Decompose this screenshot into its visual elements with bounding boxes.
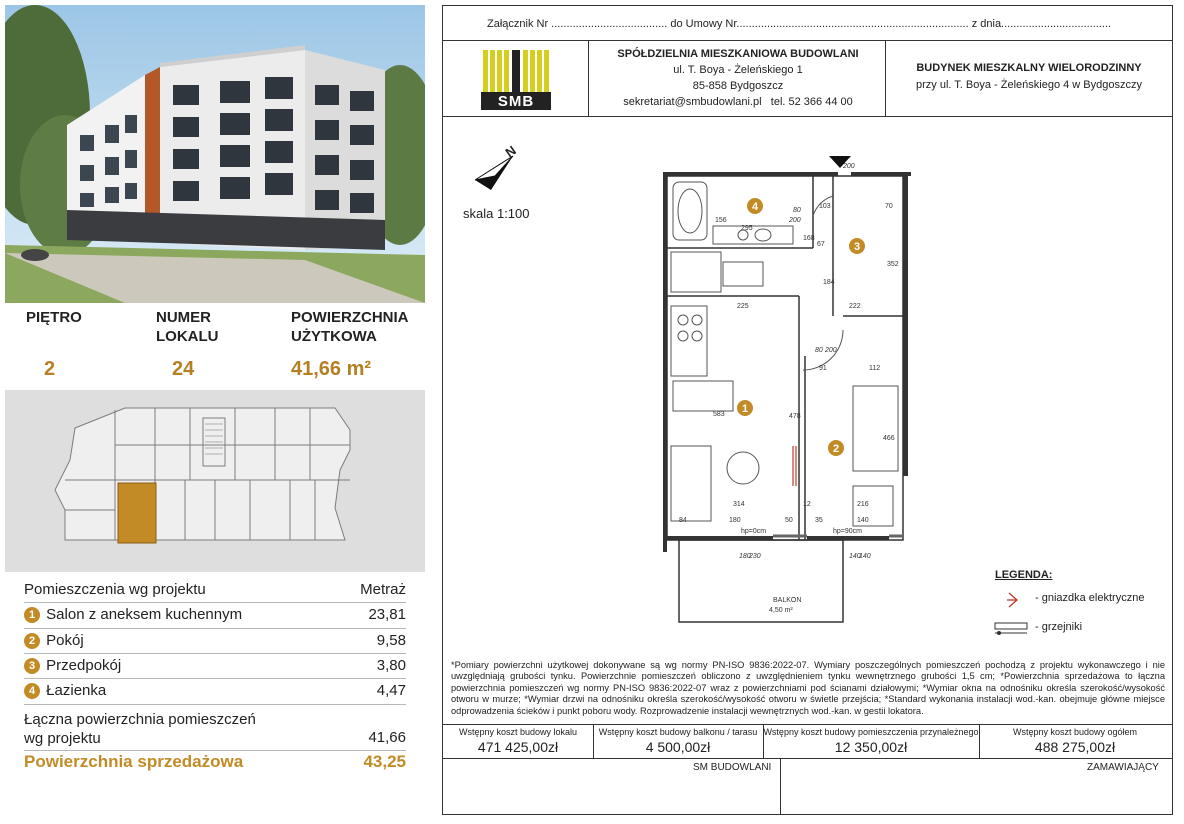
dim-80b: 80 — [815, 347, 823, 354]
svg-text:1: 1 — [741, 403, 749, 415]
cost-label: Wstępny koszt budowy ogółem — [1012, 727, 1138, 737]
dim-140a: 140 — [857, 517, 869, 524]
cost-cell — [443, 724, 594, 758]
unit-label-line2: LOKALU — [156, 328, 219, 345]
dim-50: 50 — [785, 517, 793, 524]
smb-logo — [481, 46, 551, 110]
door-hp1: hp=0cm — [741, 528, 767, 535]
room-name: Łazienka — [46, 682, 107, 699]
floor-label: PIĘTRO — [26, 309, 82, 326]
room-number-badge: 4 — [24, 683, 40, 699]
floor-key-plan — [5, 390, 425, 572]
dim-230: 230 — [749, 553, 761, 560]
unit-label-line1: NUMER — [156, 309, 211, 326]
sales-area-label: Powierzchnia sprzedażowa — [24, 752, 244, 771]
divider — [885, 40, 886, 116]
cost-label: Wstępny koszt budowy pomieszczenia przynależnego — [763, 727, 979, 737]
dim-70: 70 — [885, 203, 893, 210]
cost-cell — [980, 724, 1170, 758]
dim-168: 168 — [803, 235, 815, 242]
dim-352: 352 — [887, 261, 899, 268]
rooms-header-name: Pomieszczenia wg projektu — [24, 581, 206, 598]
dim-180b: 180 — [739, 553, 751, 560]
total-area-value: 41,66 — [368, 729, 406, 746]
legend-socket: - gniazdka elektryczne — [1035, 592, 1145, 604]
notes: *Pomiary powierzchni użytkowej dokonywane są wg normy PN-ISO 9836:2022-07. Wymiary poszczególnych pomieszczeń pochodzą z projektu wykonawczego i nie uwzględniają grubości tynku. Powierzchnie pomieszczeń obliczono z uwzględnieniem tynku wewnętrznego grubości 1,5 cm; *Powierzchnia sprzedażowa to łączna powierzchnia pomieszczeń wg normy PN-ISO 9836:2022-07 wraz z powierzchniami pod ścianami działowymi; *Wymiar okna na odnośniku określa szerokość/wysokość otworu w murze; *Wymiar drzwi na odnośniku określa szerokość/wysokość otworu w świetle przejścia; *Standard wykonania instalacji wod.-kan. obejmuje główne miejsce odprowadzenia ścieków i punkt poboru wody. Rozprowadzenie instalacji wewnętrznych wod.-kan. w gestii lokatora. — [451, 660, 1165, 716]
dim-222: 222 — [849, 303, 861, 310]
building-info — [889, 60, 1169, 94]
room-area: 4,47 — [376, 682, 406, 699]
area-label-line2: UŻYTKOWA — [291, 328, 377, 345]
signature-right: ZAMAWIAJĄCY — [1087, 762, 1159, 773]
floor-plan — [643, 156, 923, 636]
room-name: Przedpokój — [46, 657, 122, 674]
dim-12: 12 — [803, 501, 811, 508]
cost-table — [443, 724, 1172, 758]
building-address: przy ul. T. Boya - Żeleńskiego 4 w Bydgoszczy — [915, 79, 1142, 91]
room-row — [24, 603, 406, 627]
legend-title: LEGENDA: — [995, 569, 1053, 581]
building-name: BUDYNEK MIESZKALNY WIELORODZINNY — [916, 62, 1142, 74]
room-area: 23,81 — [368, 606, 406, 623]
socket-icon — [1003, 590, 1023, 610]
room-row — [24, 654, 406, 678]
dim-35: 35 — [815, 517, 823, 524]
cost-cell — [593, 724, 764, 758]
sales-area-value: 43,25 — [363, 752, 406, 771]
rooms-table-header — [24, 578, 406, 602]
apartment-info-panel — [0, 0, 428, 824]
coop-phone: tel. 52 366 44 00 — [770, 96, 853, 108]
coop-street: ul. T. Boya - Żeleńskiego 1 — [673, 64, 803, 76]
north-arrow-icon — [469, 146, 529, 202]
dim-466: 466 — [883, 435, 895, 442]
cost-label: Wstępny koszt budowy balkonu / tarasu — [598, 727, 758, 737]
balcony-area: 4,50 m² — [769, 607, 793, 614]
divider — [588, 40, 589, 116]
dim-200c: 200 — [843, 163, 855, 170]
svg-text:3: 3 — [853, 241, 861, 253]
total-area-label — [24, 710, 256, 748]
room-number-badge: 1 — [24, 607, 40, 623]
room-row — [24, 629, 406, 653]
dim-225: 225 — [737, 303, 749, 310]
signature-left: SM BUDOWLANI — [693, 762, 772, 773]
north-label: N — [502, 142, 519, 161]
svg-text:2: 2 — [832, 443, 840, 455]
divider — [443, 40, 1172, 41]
logo-text: SMB — [497, 93, 535, 110]
divider — [443, 758, 1172, 759]
room-number-badge: 3 — [24, 658, 40, 674]
dim-295: 295 — [741, 225, 753, 232]
unit-value: 24 — [172, 358, 195, 380]
building-photo — [5, 5, 425, 303]
dim-478: 478 — [789, 413, 801, 420]
divider — [443, 116, 1172, 117]
cost-cell — [763, 724, 980, 758]
dim-156: 156 — [715, 217, 727, 224]
annex-line: Załącznik Nr ...................................... do Umowy Nr............................................................................ z dnia.................................... — [487, 18, 1112, 30]
room-area: 9,58 — [376, 632, 406, 649]
dim-184: 184 — [823, 279, 835, 286]
cost-value: 488 275,00zł — [1034, 739, 1116, 755]
room-name: Salon z aneksem kuchennym — [46, 606, 243, 623]
dim-200a: 200 — [789, 217, 801, 224]
dim-140c: 140 — [859, 553, 871, 560]
dim-103: 103 — [819, 203, 831, 210]
dim-583: 583 — [713, 411, 725, 418]
svg-text:4: 4 — [751, 201, 759, 213]
dim-180a: 180 — [729, 517, 741, 524]
heater-icon — [991, 618, 1031, 638]
room-area: 3,80 — [376, 657, 406, 674]
rooms-header-value: Metraż — [360, 581, 406, 598]
divider — [24, 750, 406, 751]
dim-84: 84 — [679, 517, 687, 524]
coop-info — [593, 46, 883, 110]
floor-value: 2 — [44, 358, 56, 380]
divider — [24, 704, 406, 705]
coop-name: SPÓŁDZIELNIA MIESZKANIOWA BUDOWLANI — [617, 48, 859, 60]
cost-value: 4 500,00zł — [645, 739, 711, 755]
dim-314: 314 — [733, 501, 745, 508]
dim-140b: 140 — [849, 553, 861, 560]
cost-value: 471 425,00zł — [477, 739, 559, 755]
dim-112: 112 — [869, 365, 881, 372]
room-name: Pokój — [46, 632, 84, 649]
area-label-line1: POWIERZCHNIA — [291, 309, 409, 326]
dim-200b: 200 — [825, 347, 837, 354]
room-number-badge: 2 — [24, 633, 40, 649]
dim-67: 67 — [817, 241, 825, 248]
area-value: 41,66 m² — [291, 358, 372, 380]
room-row — [24, 679, 406, 703]
balcony-label: BALKON — [773, 597, 802, 604]
cost-label: Wstępny koszt budowy lokalu — [458, 727, 578, 737]
plan-sheet — [442, 5, 1173, 815]
coop-email: sekretariat@smbudowlani.pl — [623, 96, 762, 108]
dim-91: 91 — [819, 365, 827, 372]
total-label-line2: wg projektu — [24, 730, 101, 747]
divider — [780, 758, 781, 814]
dim-80a: 80 — [793, 207, 801, 214]
legend-heater: - grzejniki — [1035, 621, 1083, 633]
scale-label: skala 1:100 — [463, 206, 530, 221]
total-label-line1: Łączna powierzchnia pomieszczeń — [24, 711, 256, 728]
dim-216: 216 — [857, 501, 869, 508]
cost-value: 12 350,00zł — [834, 739, 908, 755]
door-hp2: hp=90cm — [833, 528, 862, 535]
coop-city: 85-858 Bydgoszcz — [692, 80, 784, 92]
